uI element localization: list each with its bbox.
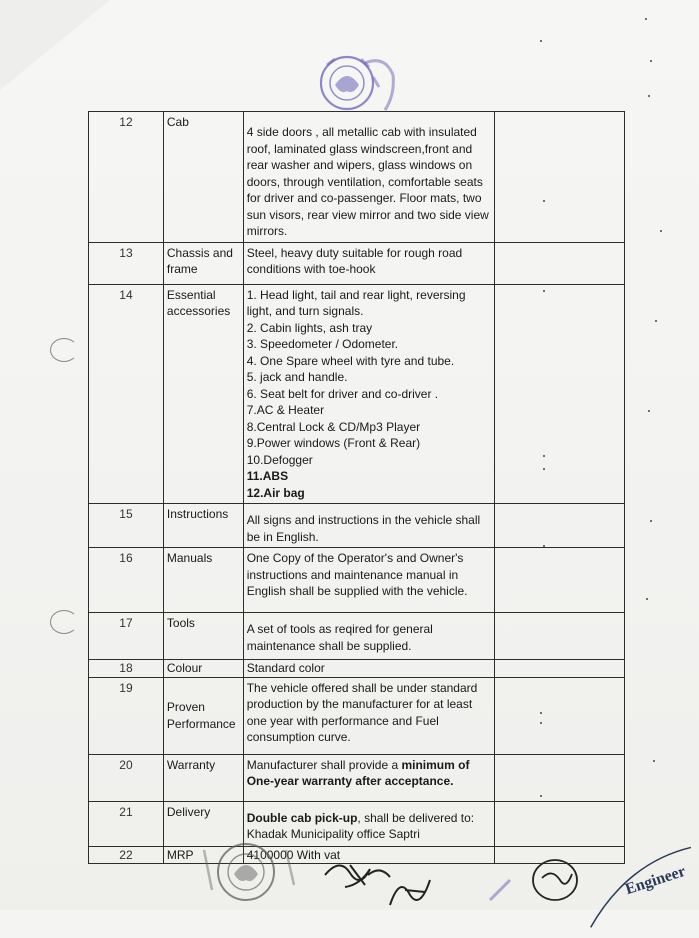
item-description bbox=[243, 754, 494, 801]
accessory-line: 7.AC & Heater bbox=[246, 403, 325, 417]
row-number: 15 bbox=[89, 504, 164, 548]
item-description: A set of tools as reqired for general maintenance shall be supplied. bbox=[243, 613, 494, 660]
table-row bbox=[89, 801, 625, 846]
table-row bbox=[89, 242, 625, 284]
accessory-line: 2. Cabin lights, ash tray bbox=[246, 320, 373, 335]
table-row bbox=[89, 754, 625, 801]
item-description: Standard color bbox=[243, 660, 494, 678]
item-name: Tools bbox=[163, 613, 243, 660]
accessory-line: 1. Head light, tail and rear light, reversing light, and turn signals. bbox=[246, 287, 466, 318]
row-number: 21 bbox=[89, 801, 164, 846]
blank-cell bbox=[494, 660, 624, 678]
row-number: 18 bbox=[89, 660, 164, 678]
table-row bbox=[89, 548, 625, 613]
punch-hole-mark bbox=[50, 338, 78, 362]
accessory-line: 11.ABS bbox=[246, 469, 289, 483]
row-number: 20 bbox=[89, 754, 164, 801]
item-name: Proven Performance bbox=[163, 677, 243, 754]
item-name: Cab bbox=[163, 112, 243, 243]
punch-hole-mark bbox=[50, 610, 78, 634]
table-row bbox=[89, 677, 625, 754]
accessory-line: 3. Speedometer / Odometer. bbox=[246, 337, 399, 351]
blank-cell bbox=[494, 504, 624, 548]
delivery-vehicle: Double cab pick-up bbox=[246, 810, 358, 825]
engineer-stamp-text: Engineer bbox=[623, 862, 688, 899]
item-description: One Copy of the Operator's and Owner's instructions and maintenance manual in English shall be supplied with the vehicle. bbox=[243, 548, 494, 613]
item-name: Delivery bbox=[163, 801, 243, 846]
accessory-line: 8.Central Lock & CD/Mp3 Player bbox=[246, 419, 421, 434]
item-name: MRP bbox=[163, 846, 243, 864]
item-description: The vehicle offered shall be under standard production by the manufacturer for at least one year with performance and Fuel consumption curve. bbox=[243, 677, 494, 754]
blank-cell bbox=[494, 284, 624, 504]
warranty-text: Manufacturer shall provide a bbox=[246, 757, 402, 772]
row-number: 14 bbox=[89, 284, 164, 504]
row-number: 22 bbox=[89, 846, 164, 864]
municipality-stamp bbox=[198, 840, 298, 910]
blank-cell bbox=[494, 548, 624, 613]
accessory-line: 5. jack and handle. bbox=[246, 370, 348, 384]
item-description: 4 side doors , all metallic cab with insulated roof, laminated glass windscreen,front and rear washer and wipers, glass windows on doors, through ventilation, comfortable seats for driver and co-passenger. Floor mats, two sun visors, rear view mirror and two side view mirrors. bbox=[243, 112, 494, 243]
signature-2 bbox=[385, 870, 445, 910]
table-row bbox=[89, 112, 625, 243]
row-number: 17 bbox=[89, 613, 164, 660]
blank-cell bbox=[494, 112, 624, 243]
item-description: Steel, heavy duty suitable for rough road conditions with toe-hook bbox=[243, 242, 494, 284]
item-description: All signs and instructions in the vehicle shall be in English. bbox=[243, 504, 494, 548]
delivery-location: Khadak Municipality office Saptri bbox=[246, 827, 420, 841]
row-number: 13 bbox=[89, 242, 164, 284]
row-number: 19 bbox=[89, 677, 164, 754]
item-name: Chassis and frame bbox=[163, 242, 243, 284]
delivery-text: , shall be delivered to: bbox=[357, 810, 475, 825]
blank-cell bbox=[494, 242, 624, 284]
table-row bbox=[89, 613, 625, 660]
accessory-line: 4. One Spare wheel with tyre and tube. bbox=[246, 353, 455, 368]
blank-cell bbox=[494, 801, 624, 846]
item-description bbox=[243, 284, 494, 504]
row-number: 16 bbox=[89, 548, 164, 613]
row-number: 12 bbox=[89, 112, 164, 243]
table-row bbox=[89, 284, 625, 504]
item-description: 4100000 With vat bbox=[243, 846, 494, 864]
table-row bbox=[89, 660, 625, 678]
item-name: Essential accessories bbox=[163, 284, 243, 504]
page-fold-shadow bbox=[0, 0, 110, 90]
accessory-line: 6. Seat belt for driver and co-driver . bbox=[246, 386, 439, 401]
warranty-emphasis: minimum of One-year warranty after acceptance. bbox=[246, 757, 470, 788]
accessory-line: 12.Air bag bbox=[246, 485, 305, 500]
accessory-line: 10.Defogger bbox=[246, 452, 313, 467]
item-name: Manuals bbox=[163, 548, 243, 613]
item-name: Instructions bbox=[163, 504, 243, 548]
specification-table bbox=[88, 111, 625, 864]
blank-cell bbox=[494, 677, 624, 754]
accessory-line: 9.Power windows (Front & Rear) bbox=[246, 436, 421, 450]
item-name: Warranty bbox=[163, 754, 243, 801]
blank-cell bbox=[494, 754, 624, 801]
table-row bbox=[89, 504, 625, 548]
item-name: Colour bbox=[163, 660, 243, 678]
blank-cell bbox=[494, 613, 624, 660]
